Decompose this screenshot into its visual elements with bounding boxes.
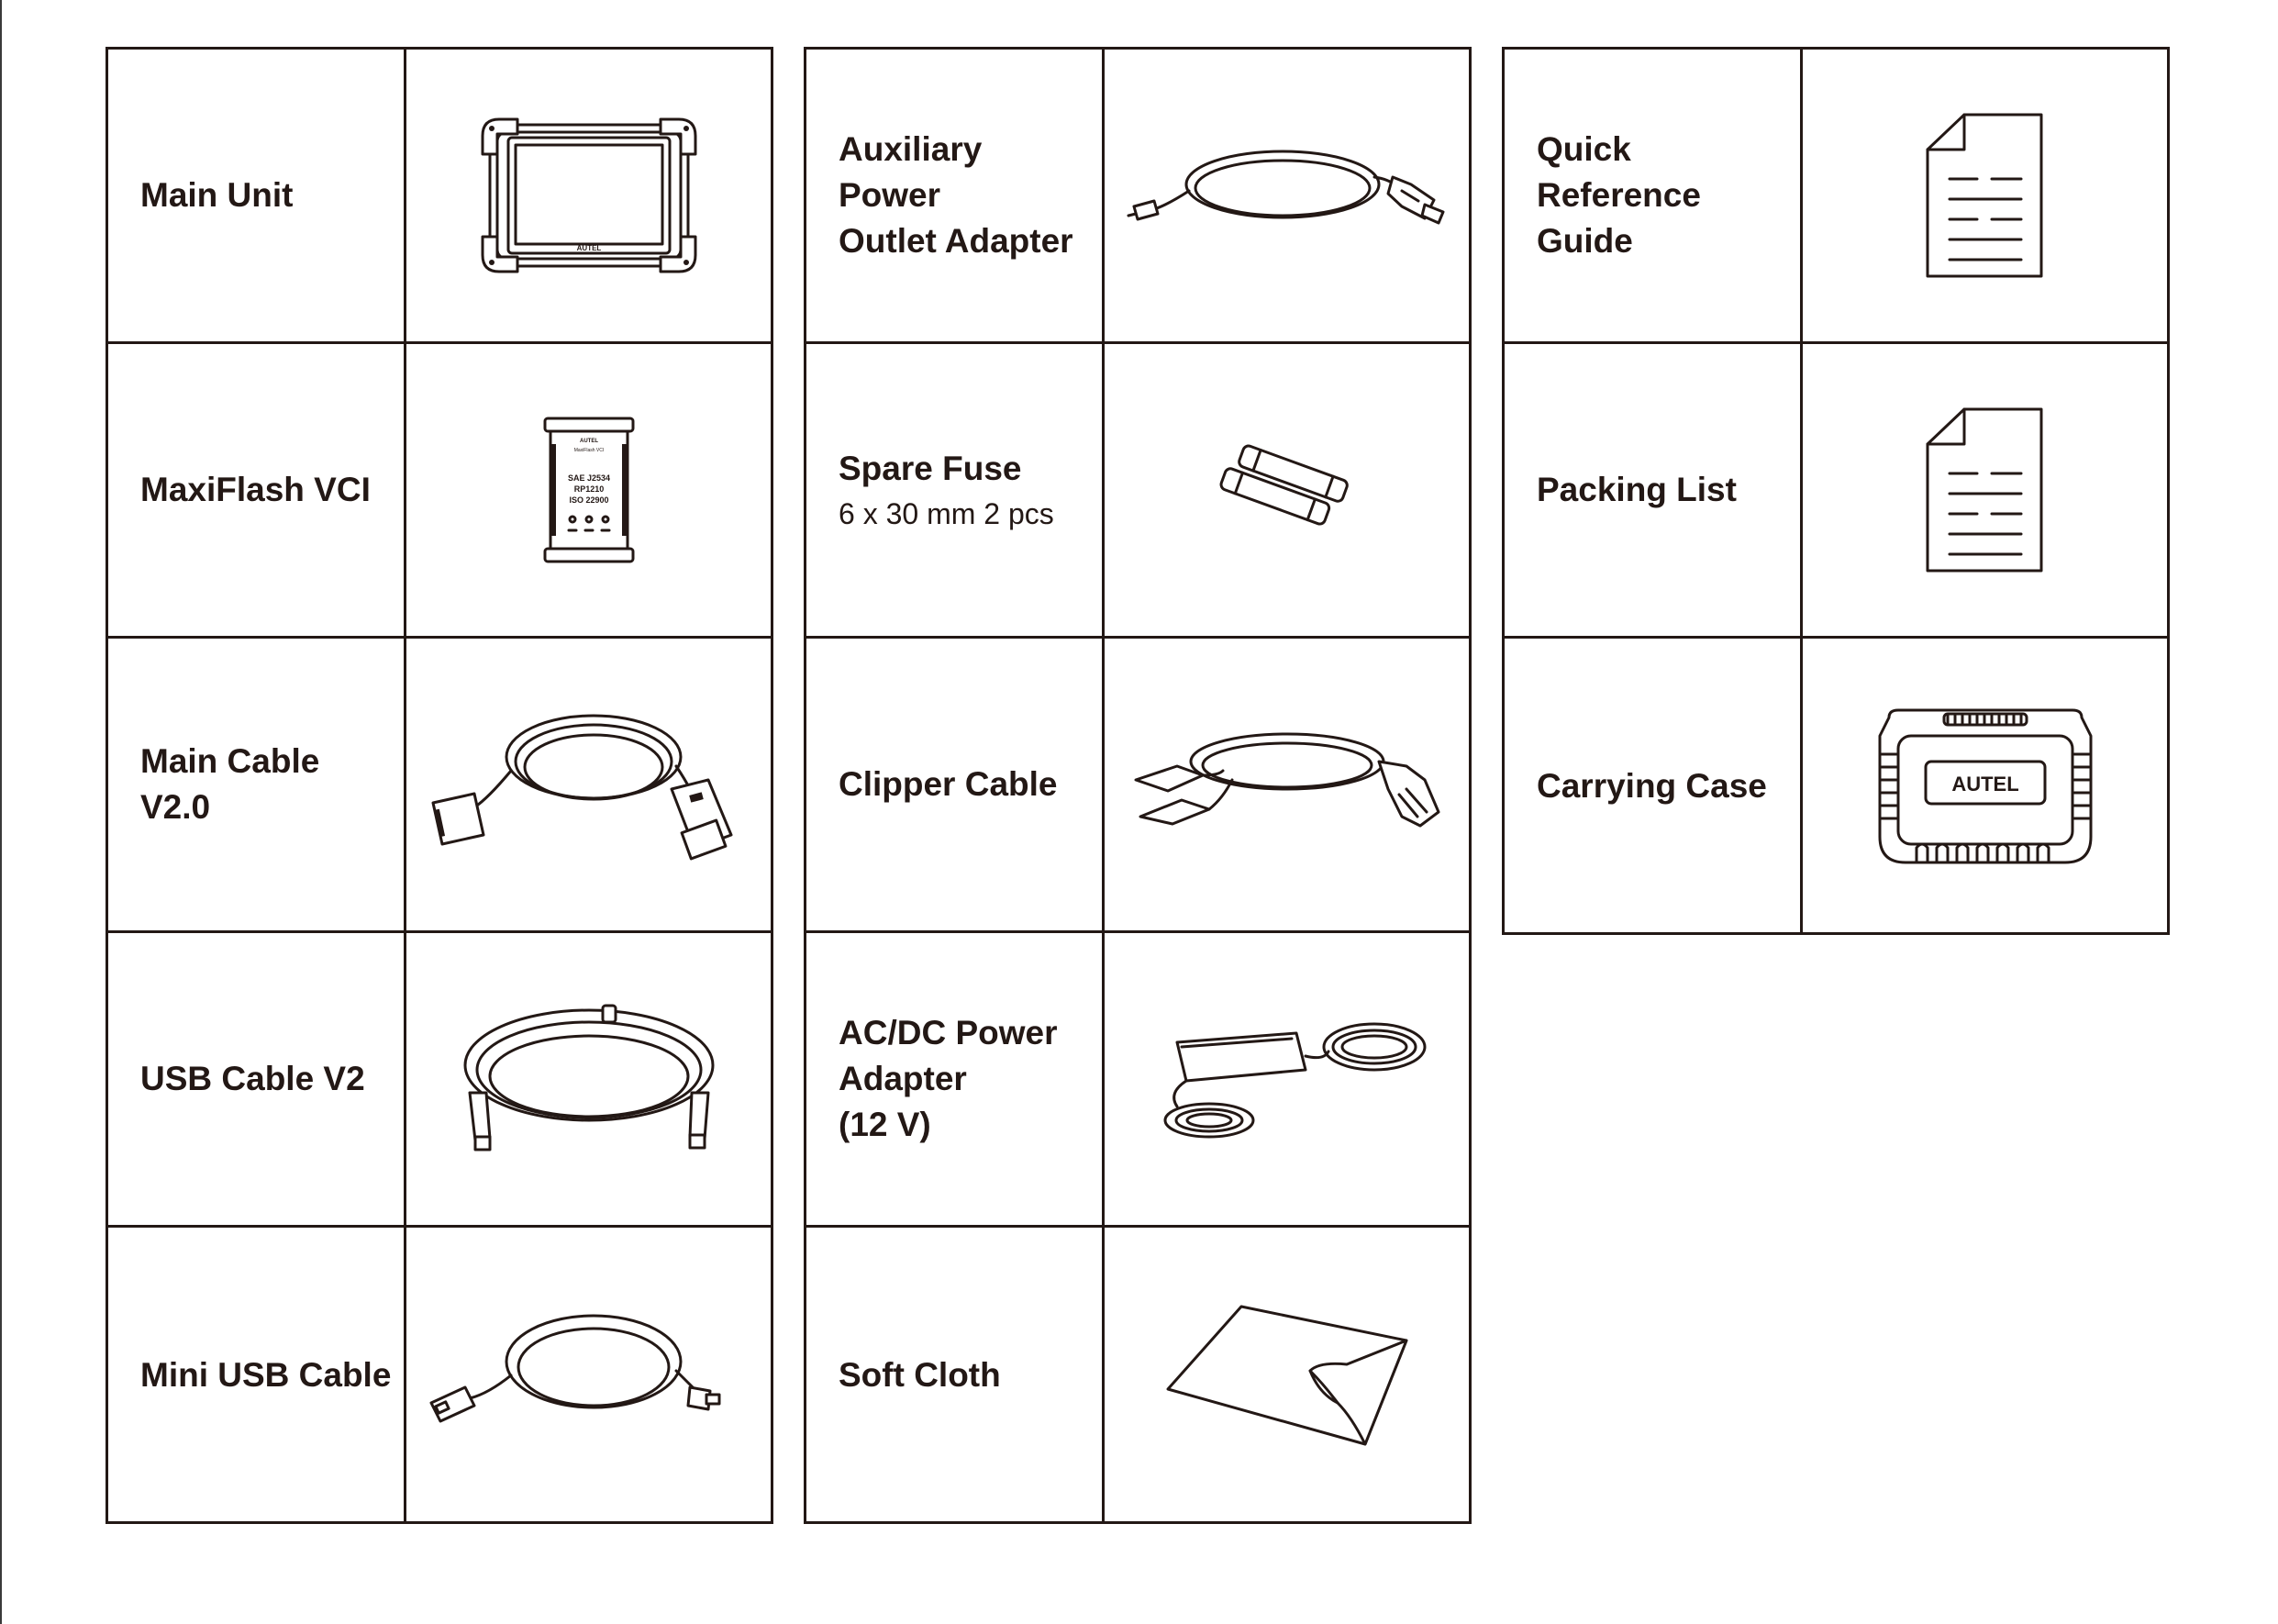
- item-name-cell: [806, 933, 1105, 1225]
- page-left-border: [0, 0, 2, 1624]
- item-name: Packing List: [1537, 471, 1737, 508]
- table-row: [108, 639, 771, 933]
- item-name-cell: [1505, 50, 1803, 341]
- item-image-cell: [406, 1228, 771, 1522]
- table-row: [1505, 50, 2167, 344]
- item-name: AC/DC Power Adapter (12 V): [839, 1014, 1058, 1143]
- item-name: Carrying Case: [1537, 766, 1767, 805]
- package-table-middle: [804, 47, 1472, 1524]
- case-brand-label: AUTEL: [1950, 772, 2019, 795]
- aux-power-cable-icon: [1127, 140, 1448, 250]
- item-name-cell: [108, 1228, 406, 1522]
- item-image-cell: [406, 50, 771, 341]
- item-name: MaxiFlash VCI: [140, 471, 371, 508]
- vci-standard-label: SAE J2534: [567, 473, 610, 483]
- item-image-cell: [406, 639, 771, 930]
- item-name-cell: [108, 50, 406, 341]
- package-table-right: [1502, 47, 2170, 935]
- table-row: [1505, 344, 2167, 639]
- table-row: [806, 344, 1469, 639]
- item-name-cell: [806, 50, 1105, 341]
- package-table-left: [106, 47, 773, 1524]
- item-name-cell: [806, 344, 1105, 636]
- mini-usb-cable-icon: [424, 1307, 754, 1444]
- table-row: [806, 1228, 1469, 1522]
- table-row: [108, 344, 771, 639]
- table-row: [806, 933, 1469, 1228]
- clipper-cable-icon: [1131, 725, 1443, 844]
- item-image-cell: [406, 933, 771, 1225]
- item-name: Mini USB Cable: [140, 1355, 392, 1394]
- main-cable-icon: [424, 706, 754, 862]
- item-name: USB Cable V2: [140, 1060, 365, 1097]
- item-image-cell: [1105, 1228, 1469, 1522]
- item-name-cell: [108, 933, 406, 1225]
- vci-standard-label: ISO 22900: [568, 495, 609, 505]
- item-image-cell: [1803, 639, 2167, 933]
- table-row: [806, 639, 1469, 933]
- table-row: [1505, 639, 2167, 933]
- item-image-cell: [1105, 344, 1469, 636]
- item-image-cell: [1803, 50, 2167, 341]
- table-row: [108, 933, 771, 1228]
- item-name: Main Cable V2.0: [140, 742, 320, 826]
- document-icon: [1926, 407, 2045, 573]
- item-name: Spare Fuse: [839, 450, 1022, 487]
- item-image-cell: [1105, 933, 1469, 1225]
- document-icon: [1926, 113, 2045, 278]
- vci-device-icon: [543, 417, 635, 563]
- item-name: Auxiliary Power Outlet Adapter: [839, 130, 1073, 260]
- item-image-cell: [1803, 344, 2167, 636]
- item-name: Main Unit: [140, 176, 294, 214]
- vci-model-label: MaxiFlash VCI: [573, 448, 604, 453]
- table-row: [108, 1228, 771, 1522]
- item-image-cell: [1105, 639, 1469, 930]
- item-name-cell: [806, 1228, 1105, 1522]
- item-image-cell: [406, 344, 771, 636]
- item-name-cell: [1505, 344, 1803, 636]
- carrying-case-icon: [1871, 708, 2100, 864]
- item-image-cell: [1105, 50, 1469, 341]
- item-name-cell: [1505, 639, 1803, 933]
- table-row: [806, 50, 1469, 344]
- power-adapter-icon: [1140, 1006, 1434, 1152]
- item-name: Soft Cloth: [839, 1355, 1001, 1394]
- item-name-cell: [108, 639, 406, 930]
- table-row: [108, 50, 771, 344]
- item-name: Clipper Cable: [839, 765, 1058, 803]
- item-name-cell: [108, 344, 406, 636]
- cloth-icon: [1163, 1302, 1411, 1449]
- fuse-icon: [1214, 449, 1361, 531]
- vci-standard-label: RP1210: [573, 484, 604, 494]
- item-name: Quick Reference Guide: [1537, 130, 1701, 260]
- tablet-icon: [481, 117, 697, 273]
- vci-brand-label: AUTEL: [579, 439, 598, 444]
- item-spec: 6 x 30 mm 2 pcs: [839, 497, 1054, 530]
- item-name-cell: [806, 639, 1105, 930]
- usb-cable-icon: [451, 1001, 727, 1157]
- tablet-brand-label: AUTEL: [576, 244, 601, 252]
